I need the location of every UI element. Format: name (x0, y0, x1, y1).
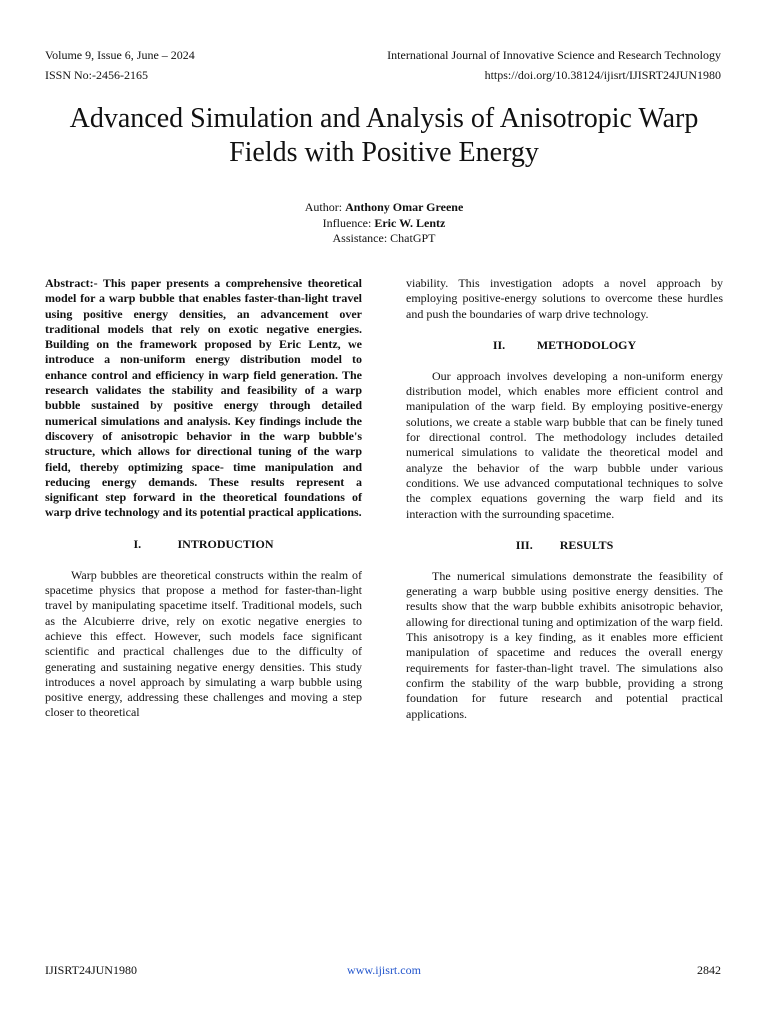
assistance-label: Assistance: (332, 231, 391, 245)
assistance-line (0, 231, 768, 247)
influence-label: Influence: (322, 215, 375, 230)
author-name: Anthony Omar Greene (345, 200, 464, 214)
section-number: III. (515, 537, 533, 552)
issn: ISSN No:-2456-2165 (45, 68, 149, 82)
abstract: Abstract:- This paper presents a comprehensive theoretical model for a warp bubble that enables faster-than-light travel using positive energy densities, an advancement over traditional models that rely on exotic negative energies. Building on the framework proposed by Eric Lentz, we introduce a non-uniform energy distribution model to enhance control and efficiency in warp field generation. The research validates the stability and feasibility of a warp bubble sustained by positive energy through detailed numerical simulations and analysis. Key findings include the discovery of anisotropic behavior in the warp bubble's structure, which allows for directional tuning of the warp field, thereby optimizing space- time manipulation and reducing energy demands. These results represent a significant step forward in the theoretical foundations of warp drive technology and its potential practical applications. (45, 276, 362, 520)
influence-line (0, 216, 768, 232)
paper-title: Advanced Simulation and Analysis of Anisotropic Warp Fields with Positive Energy (69, 103, 699, 168)
footer-website-link[interactable]: www.ijisrt.com (347, 963, 421, 977)
journal-name: International Journal of Innovative Science and Research Technology (387, 48, 721, 62)
author-label: Author: (304, 200, 346, 214)
section-heading-methodology (406, 338, 723, 353)
section-title: METHODOLOGY (536, 337, 637, 352)
methodology-text: Our approach involves developing a non-uniform energy distribution model, which enables more efficient control and manipulation of the warp field. By employing positive-energy solutions, we create a stable warp bubble that can be finely tuned for directional control. The methodology includes detailed numerical simulations to validate the theoretical model and analyze the behavior of the warp bubble under various conditions. We use advanced computational techniques to solve the complex equations governing the warp field and its interaction with the surrounding spacetime. (406, 368, 723, 521)
doi-link[interactable]: https://doi.org/10.38124/ijisrt/IJISRT24JUN1980 (484, 68, 721, 82)
introduction-continuation: viability. This investigation adopts a novel approach by employing positive-energy solutions to overcome these hurdles and push the boundaries of warp drive technology. (406, 276, 723, 321)
author-line (0, 200, 768, 216)
section-heading-results (406, 538, 723, 553)
right-column (406, 276, 723, 722)
section-heading-introduction (45, 537, 362, 552)
author-block (0, 200, 768, 247)
volume-info: Volume 9, Issue 6, June – 2024 (45, 48, 195, 62)
section-title: INTRODUCTION (177, 536, 274, 551)
results-text: The numerical simulations demonstrate the feasibility of generating a warp bubble using positive energy densities. The results show that the warp bubble exhibits anisotropic behavior, allowing for directional tuning and optimization of the warp field. This anisotropy is a key finding, as it enables more efficient manipulation of spacetime and reduces the overall energy requirements for faster-than-light travel. The simulations also confirm the stability of the warp bubble, providing a strong foundation for future research and potential practical applications. (406, 568, 723, 721)
footer-paper-id: IJISRT24JUN1980 (45, 963, 137, 977)
assistance-name: ChatGPT (390, 231, 436, 245)
influence-name: Eric W. Lentz (374, 215, 446, 230)
footer-page-number: 2842 (697, 963, 721, 977)
left-column (45, 276, 362, 721)
introduction-text: Warp bubbles are theoretical constructs within the realm of spacetime physics that propose a method for faster-than-light travel by manipulating spacetime itself. Traditional models, such as the Alcubierre drive, rely on exotic negative energies to achieve this effect. However, such models face significant scientific and practical challenges due to the difficulty of generating and sustaining negative energy densities. This study introduces a novel approach by simulating a warp bubble using positive energy, addressing these challenges and moving a step closer to theoretical (45, 567, 362, 720)
section-number: I. (133, 536, 142, 551)
section-title: RESULTS (559, 537, 614, 552)
section-number: II. (492, 337, 506, 352)
